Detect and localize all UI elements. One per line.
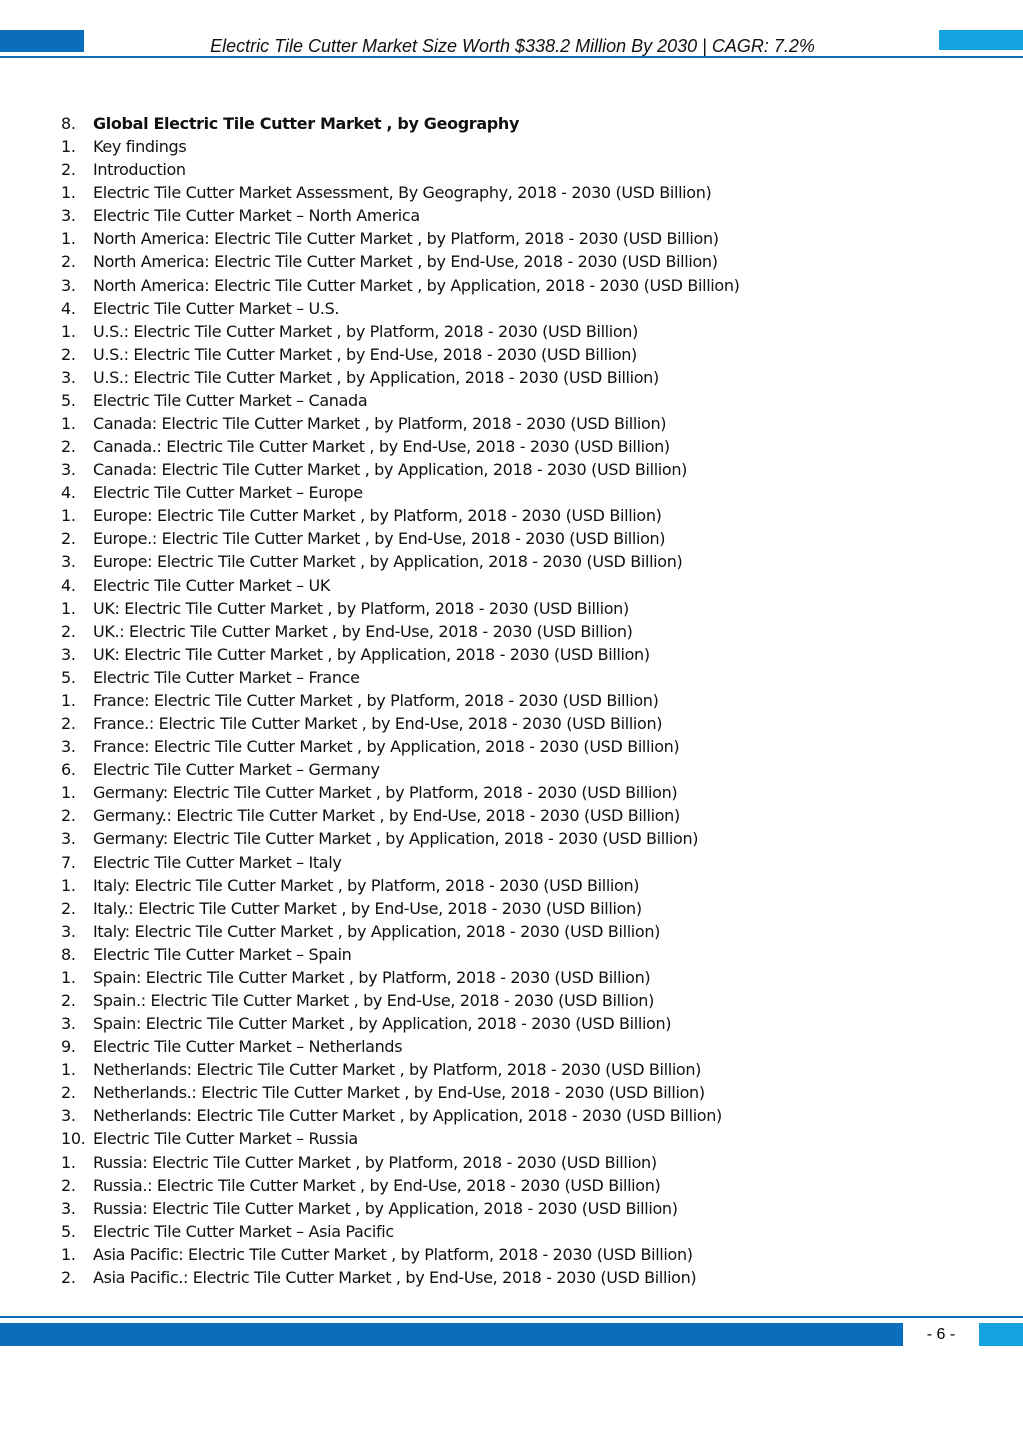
toc-entry-text: Asia Pacific: Electric Tile Cutter Market , by Platform, 2018 - 2030 (USD Billion)	[93, 1244, 693, 1264]
toc-entry	[61, 274, 961, 297]
toc-entry-number: 3.	[61, 275, 76, 295]
footer-accent-right	[979, 1323, 1023, 1346]
toc-entry-text: UK: Electric Tile Cutter Market , by Application, 2018 - 2030 (USD Billion)	[93, 644, 650, 664]
toc-entry-number: 2.	[61, 344, 76, 364]
toc-entry-text: Electric Tile Cutter Market Assessment, By Geography, 2018 - 2030 (USD Billion)	[93, 183, 712, 203]
toc-entry-number: 1.	[61, 783, 76, 803]
toc-entry	[61, 458, 961, 481]
toc-entry-text: Germany: Electric Tile Cutter Market , by Platform, 2018 - 2030 (USD Billion)	[93, 783, 678, 803]
toc-entry-number: 1.	[61, 506, 76, 526]
toc-entry-number: 3.	[61, 829, 76, 849]
toc-entry-text: Asia Pacific.: Electric Tile Cutter Market , by End-Use, 2018 - 2030 (USD Billion)	[93, 1267, 697, 1287]
toc-entry	[61, 366, 961, 389]
toc-entry-number: 1.	[61, 183, 76, 203]
toc-entry-text: France.: Electric Tile Cutter Market , by End-Use, 2018 - 2030 (USD Billion)	[93, 714, 663, 734]
toc-entry	[61, 781, 961, 804]
toc-entry-number: 3.	[61, 1198, 76, 1218]
toc-entry-number: 1.	[61, 598, 76, 618]
toc-entry	[61, 1058, 961, 1081]
toc-entry-text: France: Electric Tile Cutter Market , by Application, 2018 - 2030 (USD Billion)	[93, 737, 680, 757]
toc-entry	[61, 227, 961, 250]
toc-entry	[61, 1243, 961, 1266]
toc-entry	[61, 343, 961, 366]
toc-entry	[61, 943, 961, 966]
toc-entry	[61, 412, 961, 435]
toc-entry	[61, 597, 961, 620]
toc-entry-number: 3.	[61, 367, 76, 387]
page-number: - 6 -	[926, 1326, 956, 1343]
toc-entry-text: Netherlands: Electric Tile Cutter Market , by Platform, 2018 - 2030 (USD Billion)	[93, 1060, 702, 1080]
toc-entry-text: Spain: Electric Tile Cutter Market , by Platform, 2018 - 2030 (USD Billion)	[93, 967, 651, 987]
toc-entry-text: Spain.: Electric Tile Cutter Market , by End-Use, 2018 - 2030 (USD Billion)	[93, 990, 654, 1010]
toc-entry-number: 2.	[61, 714, 76, 734]
toc-entry-text: Spain: Electric Tile Cutter Market , by Application, 2018 - 2030 (USD Billion)	[93, 1014, 672, 1034]
toc-entry-text: Italy: Electric Tile Cutter Market , by Platform, 2018 - 2030 (USD Billion)	[93, 875, 640, 895]
toc-entry-text: U.S.: Electric Tile Cutter Market , by Application, 2018 - 2030 (USD Billion)	[93, 367, 659, 387]
toc-entry-text: France: Electric Tile Cutter Market , by Platform, 2018 - 2030 (USD Billion)	[93, 690, 659, 710]
toc-entry-number: 4.	[61, 298, 76, 318]
toc-entry	[61, 758, 961, 781]
toc-entry	[61, 204, 961, 227]
toc-entry-text: Electric Tile Cutter Market – Italy	[93, 852, 342, 872]
toc-entry	[61, 1127, 961, 1150]
toc-entry	[61, 320, 961, 343]
toc-entry	[61, 181, 961, 204]
toc-entry	[61, 1035, 961, 1058]
toc-entry-number: 2.	[61, 437, 76, 457]
toc-entry-text: North America: Electric Tile Cutter Market , by End-Use, 2018 - 2030 (USD Billion)	[93, 252, 718, 272]
toc-entry-number: 2.	[61, 621, 76, 641]
toc-entry-text: Netherlands: Electric Tile Cutter Market , by Application, 2018 - 2030 (USD Billion)	[93, 1106, 722, 1126]
toc-entry-number: 1.	[61, 137, 76, 157]
toc-entry-text: UK.: Electric Tile Cutter Market , by End-Use, 2018 - 2030 (USD Billion)	[93, 621, 633, 641]
toc-entry-text: Electric Tile Cutter Market – Spain	[93, 944, 352, 964]
header-accent-right	[939, 30, 1023, 50]
toc-entry-number: 8.	[61, 114, 76, 133]
toc-entry-text: Canada: Electric Tile Cutter Market , by Application, 2018 - 2030 (USD Billion)	[93, 460, 688, 480]
toc-entry-text: U.S.: Electric Tile Cutter Market , by End-Use, 2018 - 2030 (USD Billion)	[93, 344, 637, 364]
toc-entry-text: Electric Tile Cutter Market – Netherlands	[93, 1037, 403, 1057]
toc-entry-text: Electric Tile Cutter Market – Germany	[93, 760, 380, 780]
toc-entry-number: 5.	[61, 390, 76, 410]
toc-entry	[61, 804, 961, 827]
toc-entry-number: 1.	[61, 229, 76, 249]
toc-entry-text: North America: Electric Tile Cutter Market , by Application, 2018 - 2030 (USD Billion)	[93, 275, 740, 295]
toc-entry-text: UK: Electric Tile Cutter Market , by Platform, 2018 - 2030 (USD Billion)	[93, 598, 629, 618]
toc-entry-text: Canada.: Electric Tile Cutter Market , by End-Use, 2018 - 2030 (USD Billion)	[93, 437, 670, 457]
toc-entry	[61, 574, 961, 597]
toc-entry-number: 3.	[61, 737, 76, 757]
toc-entry-number: 2.	[61, 1083, 76, 1103]
toc-entry-text: Electric Tile Cutter Market – U.S.	[93, 298, 340, 318]
toc-entry-number: 1.	[61, 875, 76, 895]
toc-entry-number: 4.	[61, 575, 76, 595]
toc-entry-number: 9.	[61, 1037, 76, 1057]
toc-entry	[61, 712, 961, 735]
toc-entry-number: 2.	[61, 160, 76, 180]
toc-entry-number: 6.	[61, 760, 76, 780]
toc-entry-number: 2.	[61, 990, 76, 1010]
toc-entry	[61, 920, 961, 943]
toc-entry	[61, 1151, 961, 1174]
toc-entry-number: 1.	[61, 690, 76, 710]
toc-entry-number: 5.	[61, 1221, 76, 1241]
toc-entry-text: Russia: Electric Tile Cutter Market , by Application, 2018 - 2030 (USD Billion)	[93, 1198, 678, 1218]
toc-entry	[61, 735, 961, 758]
toc-entry-number: 2.	[61, 806, 76, 826]
toc-entry-text: U.S.: Electric Tile Cutter Market , by Platform, 2018 - 2030 (USD Billion)	[93, 321, 638, 341]
toc-entry-number: 3.	[61, 460, 76, 480]
toc-entry-text: Electric Tile Cutter Market – France	[93, 667, 360, 687]
toc-entry	[61, 550, 961, 573]
toc-entry	[61, 527, 961, 550]
toc-entry-number: 10.	[61, 1129, 86, 1149]
toc-entry-text: Electric Tile Cutter Market – Canada	[93, 390, 368, 410]
toc-entry-text: Europe.: Electric Tile Cutter Market , by End-Use, 2018 - 2030 (USD Billion)	[93, 529, 666, 549]
toc-entry	[61, 1174, 961, 1197]
toc-entry-number: 2.	[61, 1175, 76, 1195]
toc-entry	[61, 481, 961, 504]
toc-entry	[61, 504, 961, 527]
toc-entry	[61, 1220, 961, 1243]
toc-entry	[61, 827, 961, 850]
toc-entry	[61, 851, 961, 874]
header-rule	[0, 56, 1023, 58]
toc-entry-text: Key findings	[93, 137, 187, 157]
toc-entry	[61, 158, 961, 181]
toc-entry-text: Europe: Electric Tile Cutter Market , by Application, 2018 - 2030 (USD Billion)	[93, 552, 683, 572]
toc-entry	[61, 1197, 961, 1220]
toc-entry-text: Europe: Electric Tile Cutter Market , by Platform, 2018 - 2030 (USD Billion)	[93, 506, 662, 526]
toc-entry-number: 5.	[61, 667, 76, 687]
toc-entry-number: 7.	[61, 852, 76, 872]
toc-entry-number: 2.	[61, 252, 76, 272]
toc-entry	[61, 989, 961, 1012]
toc-entry	[61, 389, 961, 412]
toc-entry	[61, 135, 961, 158]
toc-entry-number: 3.	[61, 1014, 76, 1034]
toc-entry	[61, 1012, 961, 1035]
toc-entry	[61, 435, 961, 458]
toc-entry-number: 2.	[61, 1267, 76, 1287]
toc-entry-number: 1.	[61, 1060, 76, 1080]
toc-entry-number: 3.	[61, 644, 76, 664]
toc-entry-number: 3.	[61, 1106, 76, 1126]
toc-entry-text: Russia.: Electric Tile Cutter Market , by End-Use, 2018 - 2030 (USD Billion)	[93, 1175, 661, 1195]
toc-entry-text: Electric Tile Cutter Market – Asia Pacific	[93, 1221, 394, 1241]
toc-entry-text: Introduction	[93, 160, 186, 180]
toc-entry-number: 1.	[61, 414, 76, 434]
toc-entry-number: 4.	[61, 483, 76, 503]
toc-entry-text: Canada: Electric Tile Cutter Market , by Platform, 2018 - 2030 (USD Billion)	[93, 414, 667, 434]
toc-entry-number: 8.	[61, 944, 76, 964]
toc-entry	[61, 897, 961, 920]
toc-entry-number: 3.	[61, 921, 76, 941]
toc-entry-text: Germany: Electric Tile Cutter Market , by Application, 2018 - 2030 (USD Billion)	[93, 829, 699, 849]
toc-entry-text: Electric Tile Cutter Market – North America	[93, 206, 420, 226]
table-of-contents	[61, 112, 961, 1289]
toc-entry-text: Electric Tile Cutter Market – UK	[93, 575, 331, 595]
toc-entry	[61, 1104, 961, 1127]
toc-entry-text: North America: Electric Tile Cutter Market , by Platform, 2018 - 2030 (USD Billion)	[93, 229, 719, 249]
toc-entry	[61, 1081, 961, 1104]
toc-entry-text: Global Electric Tile Cutter Market , by Geography	[93, 114, 520, 133]
page-header-title: Electric Tile Cutter Market Size Worth $338.2 Million By 2030 | CAGR: 7.2%	[210, 36, 815, 56]
toc-entry	[61, 689, 961, 712]
header-accent-left	[0, 30, 84, 52]
toc-entry	[61, 666, 961, 689]
toc-entry-text: Italy: Electric Tile Cutter Market , by Application, 2018 - 2030 (USD Billion)	[93, 921, 661, 941]
toc-entry-text: Electric Tile Cutter Market – Russia	[93, 1129, 358, 1149]
toc-entry	[61, 620, 961, 643]
toc-entry-number: 1.	[61, 1244, 76, 1264]
footer-accent-bar	[0, 1323, 903, 1346]
toc-entry	[61, 112, 961, 135]
toc-entry-text: Electric Tile Cutter Market – Europe	[93, 483, 363, 503]
toc-entry-text: Italy.: Electric Tile Cutter Market , by End-Use, 2018 - 2030 (USD Billion)	[93, 898, 642, 918]
toc-entry-text: Germany.: Electric Tile Cutter Market , by End-Use, 2018 - 2030 (USD Billion)	[93, 806, 680, 826]
toc-entry-number: 1.	[61, 1152, 76, 1172]
toc-entry	[61, 1266, 961, 1289]
toc-entry-number: 3.	[61, 552, 76, 572]
toc-entry-number: 3.	[61, 206, 76, 226]
toc-entry	[61, 966, 961, 989]
footer-rule	[0, 1316, 1023, 1318]
toc-entry-number: 1.	[61, 321, 76, 341]
toc-entry-number: 2.	[61, 529, 76, 549]
toc-entry-text: Netherlands.: Electric Tile Cutter Market , by End-Use, 2018 - 2030 (USD Billion)	[93, 1083, 705, 1103]
toc-entry	[61, 643, 961, 666]
toc-entry-number: 2.	[61, 898, 76, 918]
toc-entry	[61, 297, 961, 320]
toc-entry-number: 1.	[61, 967, 76, 987]
toc-entry-text: Russia: Electric Tile Cutter Market , by Platform, 2018 - 2030 (USD Billion)	[93, 1152, 657, 1172]
toc-entry	[61, 250, 961, 273]
toc-entry	[61, 874, 961, 897]
